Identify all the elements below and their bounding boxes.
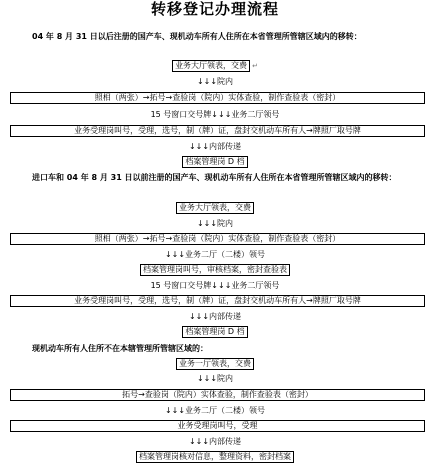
s2-step-8-text: ↓↓↓内部传递 [188, 312, 242, 321]
s2-step-6 [0, 280, 430, 291]
s2-step-4 [0, 249, 430, 260]
s1-step-2-text: ↓↓↓院内 [196, 77, 234, 86]
paragraph-mark-icon: ↵ [252, 62, 258, 70]
s2-step-1-box: 业务大厅领表，交费 [176, 202, 254, 214]
s1-step-1-box: 业务大厅领表，交费 [172, 60, 250, 72]
s3-step-3-box: 拓号→查验岗（院内）实体查验，制作查验表（密封） [10, 389, 425, 401]
s2-arrow-1 [0, 218, 430, 229]
s3-step-4-text: ↓↓↓业务二厅（二楼）领号 [164, 406, 266, 415]
s3-step-7 [0, 451, 430, 463]
s2-step-9 [0, 326, 430, 338]
s3-step-6-text: ↓↓↓内部传递 [188, 437, 242, 446]
s2-arrow-2 [0, 311, 430, 322]
s3-arrow-2 [0, 436, 430, 447]
s1-step-1 [0, 60, 430, 72]
s3-step-4 [0, 405, 430, 416]
s3-step-7-box: 档案管理岗核对信息，整理资料，密封档案 [136, 451, 294, 463]
s2-step-6-text: 15 号窗口交号牌↓↓↓业务二厅领号 [150, 281, 280, 290]
s2-step-5-box: 档案管理岗叫号，审核档案，密封查验表 [140, 264, 290, 276]
section1-heading: 04 年 8 月 31 日以后注册的国产车、现机动车所有人住所在本省管理所管辖区域内的移转： [32, 32, 362, 41]
s1-step-5-box: 业务受理岗叫号，受理，选号，制（牌）证，盘封交机动车所有人→牌照厂取号牌 [10, 125, 425, 137]
s3-step-1 [0, 358, 430, 370]
s1-arrow-2 [0, 141, 430, 152]
s2-step-1 [0, 202, 430, 214]
s1-step-3-box: 照相（两张）→拓号→查验岗（院内）实体查验，制作查验表（密封） [10, 92, 425, 104]
s2-step-2-text: ↓↓↓院内 [196, 219, 234, 228]
s1-step-7 [0, 156, 430, 168]
s1-arrow-1 [0, 76, 430, 87]
s2-step-9-box: 档案管理岗 D 档 [182, 326, 247, 338]
page-title: 转移登记办理流程 [150, 0, 279, 18]
s1-step-7-box: 档案管理岗 D 档 [182, 156, 247, 168]
s3-step-2-text: ↓↓↓院内 [196, 374, 234, 383]
s2-step-4-text: ↓↓↓业务二厅（二楼）领号 [164, 250, 266, 259]
s3-arrow-1 [0, 373, 430, 384]
s2-step-3-box: 照相（两张）→拓号→查验岗（院内）实体查验，制作查验表（密封） [10, 233, 425, 245]
s1-step-6-text: ↓↓↓内部传递 [188, 142, 242, 151]
s3-step-5-box: 业务受理岗叫号，受理 [10, 420, 425, 432]
s3-step-1-box: 业务一厅领表，交费 [176, 358, 254, 370]
s2-step-5 [0, 264, 430, 276]
section3-heading: 现机动车所有人住所不在本辖管理所管辖区域的： [32, 344, 208, 353]
s1-step-4-text: 15 号窗口交号牌↓↓↓业务二厅领号 [150, 110, 280, 119]
s2-step-7-box: 业务受理岗叫号，受理，选号，制（牌）证，盘封交机动车所有人→牌照厂取号牌 [10, 295, 425, 307]
s1-step-4 [0, 109, 430, 120]
section2-heading: 进口车和 04 年 8 月 31 日以前注册的国产车、现机动车所有人住所在本省管理所管辖区域内的移转： [32, 173, 397, 182]
